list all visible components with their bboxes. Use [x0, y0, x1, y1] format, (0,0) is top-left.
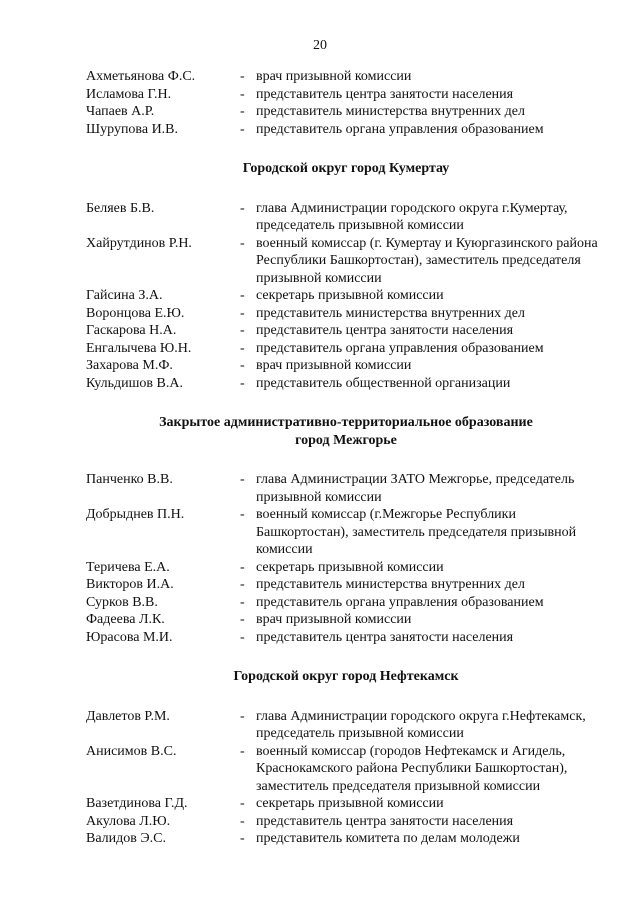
section-neftekamsk: [86, 668, 606, 848]
spacer: [86, 449, 606, 471]
member-name: Валидов Э.С.: [86, 831, 166, 846]
dash-separator: -: [240, 708, 245, 724]
member-row: [86, 322, 606, 340]
member-row: [86, 708, 606, 743]
dash-separator: -: [240, 288, 245, 303]
page-number: 20: [313, 38, 327, 53]
dash-separator: -: [240, 612, 245, 627]
member-name: Акулова Л.Ю.: [86, 813, 171, 829]
dash-separator: -: [240, 69, 245, 84]
member-role: врач призывной комиссии: [256, 69, 412, 84]
member-name: Хайрутдинов Р.Н.: [86, 235, 192, 251]
member-role: секретарь призывной комиссии: [256, 288, 444, 303]
member-name: Добрыднев П.Н.: [86, 507, 185, 522]
member-name: Воронцова Е.Ю.: [86, 305, 185, 321]
member-name: Шурупова И.В.: [86, 121, 179, 137]
dash-separator: -: [240, 472, 245, 487]
member-row: [86, 68, 606, 86]
member-name: Фадеева Л.К.: [86, 612, 165, 627]
member-role: представитель общественной организации: [256, 375, 511, 391]
member-role: глава Администрации городского округа г.Нефтекамск, председатель призывной комиссии: [256, 708, 586, 741]
member-row: [86, 471, 606, 506]
member-name: Исламова Г.Н.: [86, 86, 172, 102]
member-row: [86, 813, 606, 831]
section-title: Закрытое административно-территориальное образование город Межгорье: [159, 415, 533, 448]
dash-separator: -: [240, 340, 245, 356]
dash-separator: -: [240, 507, 245, 522]
member-name: Вазетдинова Г.Д.: [86, 796, 188, 811]
member-role: военный комиссар (г. Кумертау и Куюргазинского района Республики Башкортостан), заместитель председателя призывной комиссии: [256, 235, 598, 286]
member-role: представитель министерства внутренних дел: [256, 104, 525, 119]
member-name: Гаскарова Н.А.: [86, 323, 177, 338]
dash-separator: -: [240, 121, 245, 137]
section-continuation: [86, 68, 606, 138]
member-role: представитель министерства внутренних дел: [256, 577, 525, 592]
member-row: [86, 357, 606, 375]
member-row: [86, 305, 606, 323]
dash-separator: -: [240, 796, 245, 811]
section-mezhgorye: [86, 414, 606, 646]
dash-separator: -: [240, 235, 245, 251]
member-row: [86, 235, 606, 288]
member-role: глава Администрации ЗАТО Межгорье, председатель призывной комиссии: [256, 472, 575, 505]
member-role: глава Администрации городского округа г.Кумертау, председатель призывной комиссии: [256, 200, 568, 233]
member-name: Ахметьянова Ф.С.: [86, 69, 196, 84]
member-name: Сурков В.В.: [86, 594, 158, 610]
member-row: [86, 830, 606, 848]
dash-separator: -: [240, 86, 245, 102]
member-name: Чапаев А.Р.: [86, 104, 155, 119]
dash-separator: -: [240, 577, 245, 592]
member-role: представитель центра занятости населения: [256, 813, 514, 829]
member-name: Кульдишов В.А.: [86, 375, 183, 391]
dash-separator: -: [240, 831, 245, 846]
member-role: представитель центра занятости населения: [256, 629, 514, 645]
member-role: представитель органа управления образованием: [256, 594, 544, 610]
dash-separator: -: [240, 813, 245, 829]
dash-separator: -: [240, 104, 245, 119]
dash-separator: -: [240, 743, 245, 759]
member-role: представитель министерства внутренних дел: [256, 305, 525, 321]
member-name: Беляев Б.В.: [86, 200, 155, 216]
member-name: Юрасова М.И.: [86, 629, 173, 645]
commission-list: [86, 68, 606, 848]
spacer: [86, 138, 606, 160]
member-name: Теричева Е.А.: [86, 559, 170, 575]
dash-separator: -: [240, 200, 245, 216]
member-role: врач призывной комиссии: [256, 358, 412, 373]
spacer: [86, 646, 606, 668]
member-role: секретарь призывной комиссии: [256, 559, 444, 575]
section-title: Городской округ город Кумертау: [242, 161, 450, 176]
member-row: [86, 559, 606, 577]
member-name: Гайсина З.А.: [86, 288, 163, 303]
section-title: Городской округ город Нефтекамск: [233, 669, 459, 684]
dash-separator: -: [240, 559, 245, 575]
member-role: представитель органа управления образованием: [256, 340, 544, 356]
member-role: представитель центра занятости населения: [256, 86, 514, 102]
spacer: [86, 392, 606, 414]
member-row: [86, 103, 606, 121]
member-role: врач призывной комиссии: [256, 612, 412, 627]
member-row: [86, 629, 606, 647]
dash-separator: -: [240, 375, 245, 391]
member-row: [86, 594, 606, 612]
member-row: [86, 121, 606, 139]
dash-separator: -: [240, 358, 245, 373]
spacer: [86, 178, 606, 200]
member-row: [86, 611, 606, 629]
member-row: [86, 743, 606, 796]
dash-separator: -: [240, 305, 245, 321]
member-row: [86, 86, 606, 104]
dash-separator: -: [240, 629, 245, 645]
member-role: военный комиссар (городов Нефтекамск и Агидель, Краснокамского района Республики Башкортостан), заместитель председателя призывной комиссии: [256, 743, 568, 794]
member-row: [86, 576, 606, 594]
member-name: Енгалычева Ю.Н.: [86, 340, 192, 356]
member-row: [86, 506, 606, 559]
member-row: [86, 795, 606, 813]
member-name: Захарова М.Ф.: [86, 358, 173, 373]
member-name: Давлетов Р.М.: [86, 708, 170, 724]
section-kumertau: [86, 160, 606, 392]
member-row: [86, 375, 606, 393]
member-role: представитель органа управления образованием: [256, 121, 544, 137]
member-name: Викторов И.А.: [86, 577, 174, 592]
member-name: Анисимов В.С.: [86, 743, 177, 759]
spacer: [86, 686, 606, 708]
member-role: секретарь призывной комиссии: [256, 796, 444, 811]
member-role: военный комиссар (г.Межгорье Республики Башкортостан), заместитель председателя призывной комиссии: [256, 507, 577, 557]
member-role: представитель комитета по делам молодежи: [256, 831, 520, 846]
member-role: представитель центра занятости населения: [256, 323, 514, 338]
member-row: [86, 340, 606, 358]
member-row: [86, 287, 606, 305]
dash-separator: -: [240, 594, 245, 610]
dash-separator: -: [240, 323, 245, 338]
member-row: [86, 200, 606, 235]
member-name: Панченко В.В.: [86, 472, 173, 487]
